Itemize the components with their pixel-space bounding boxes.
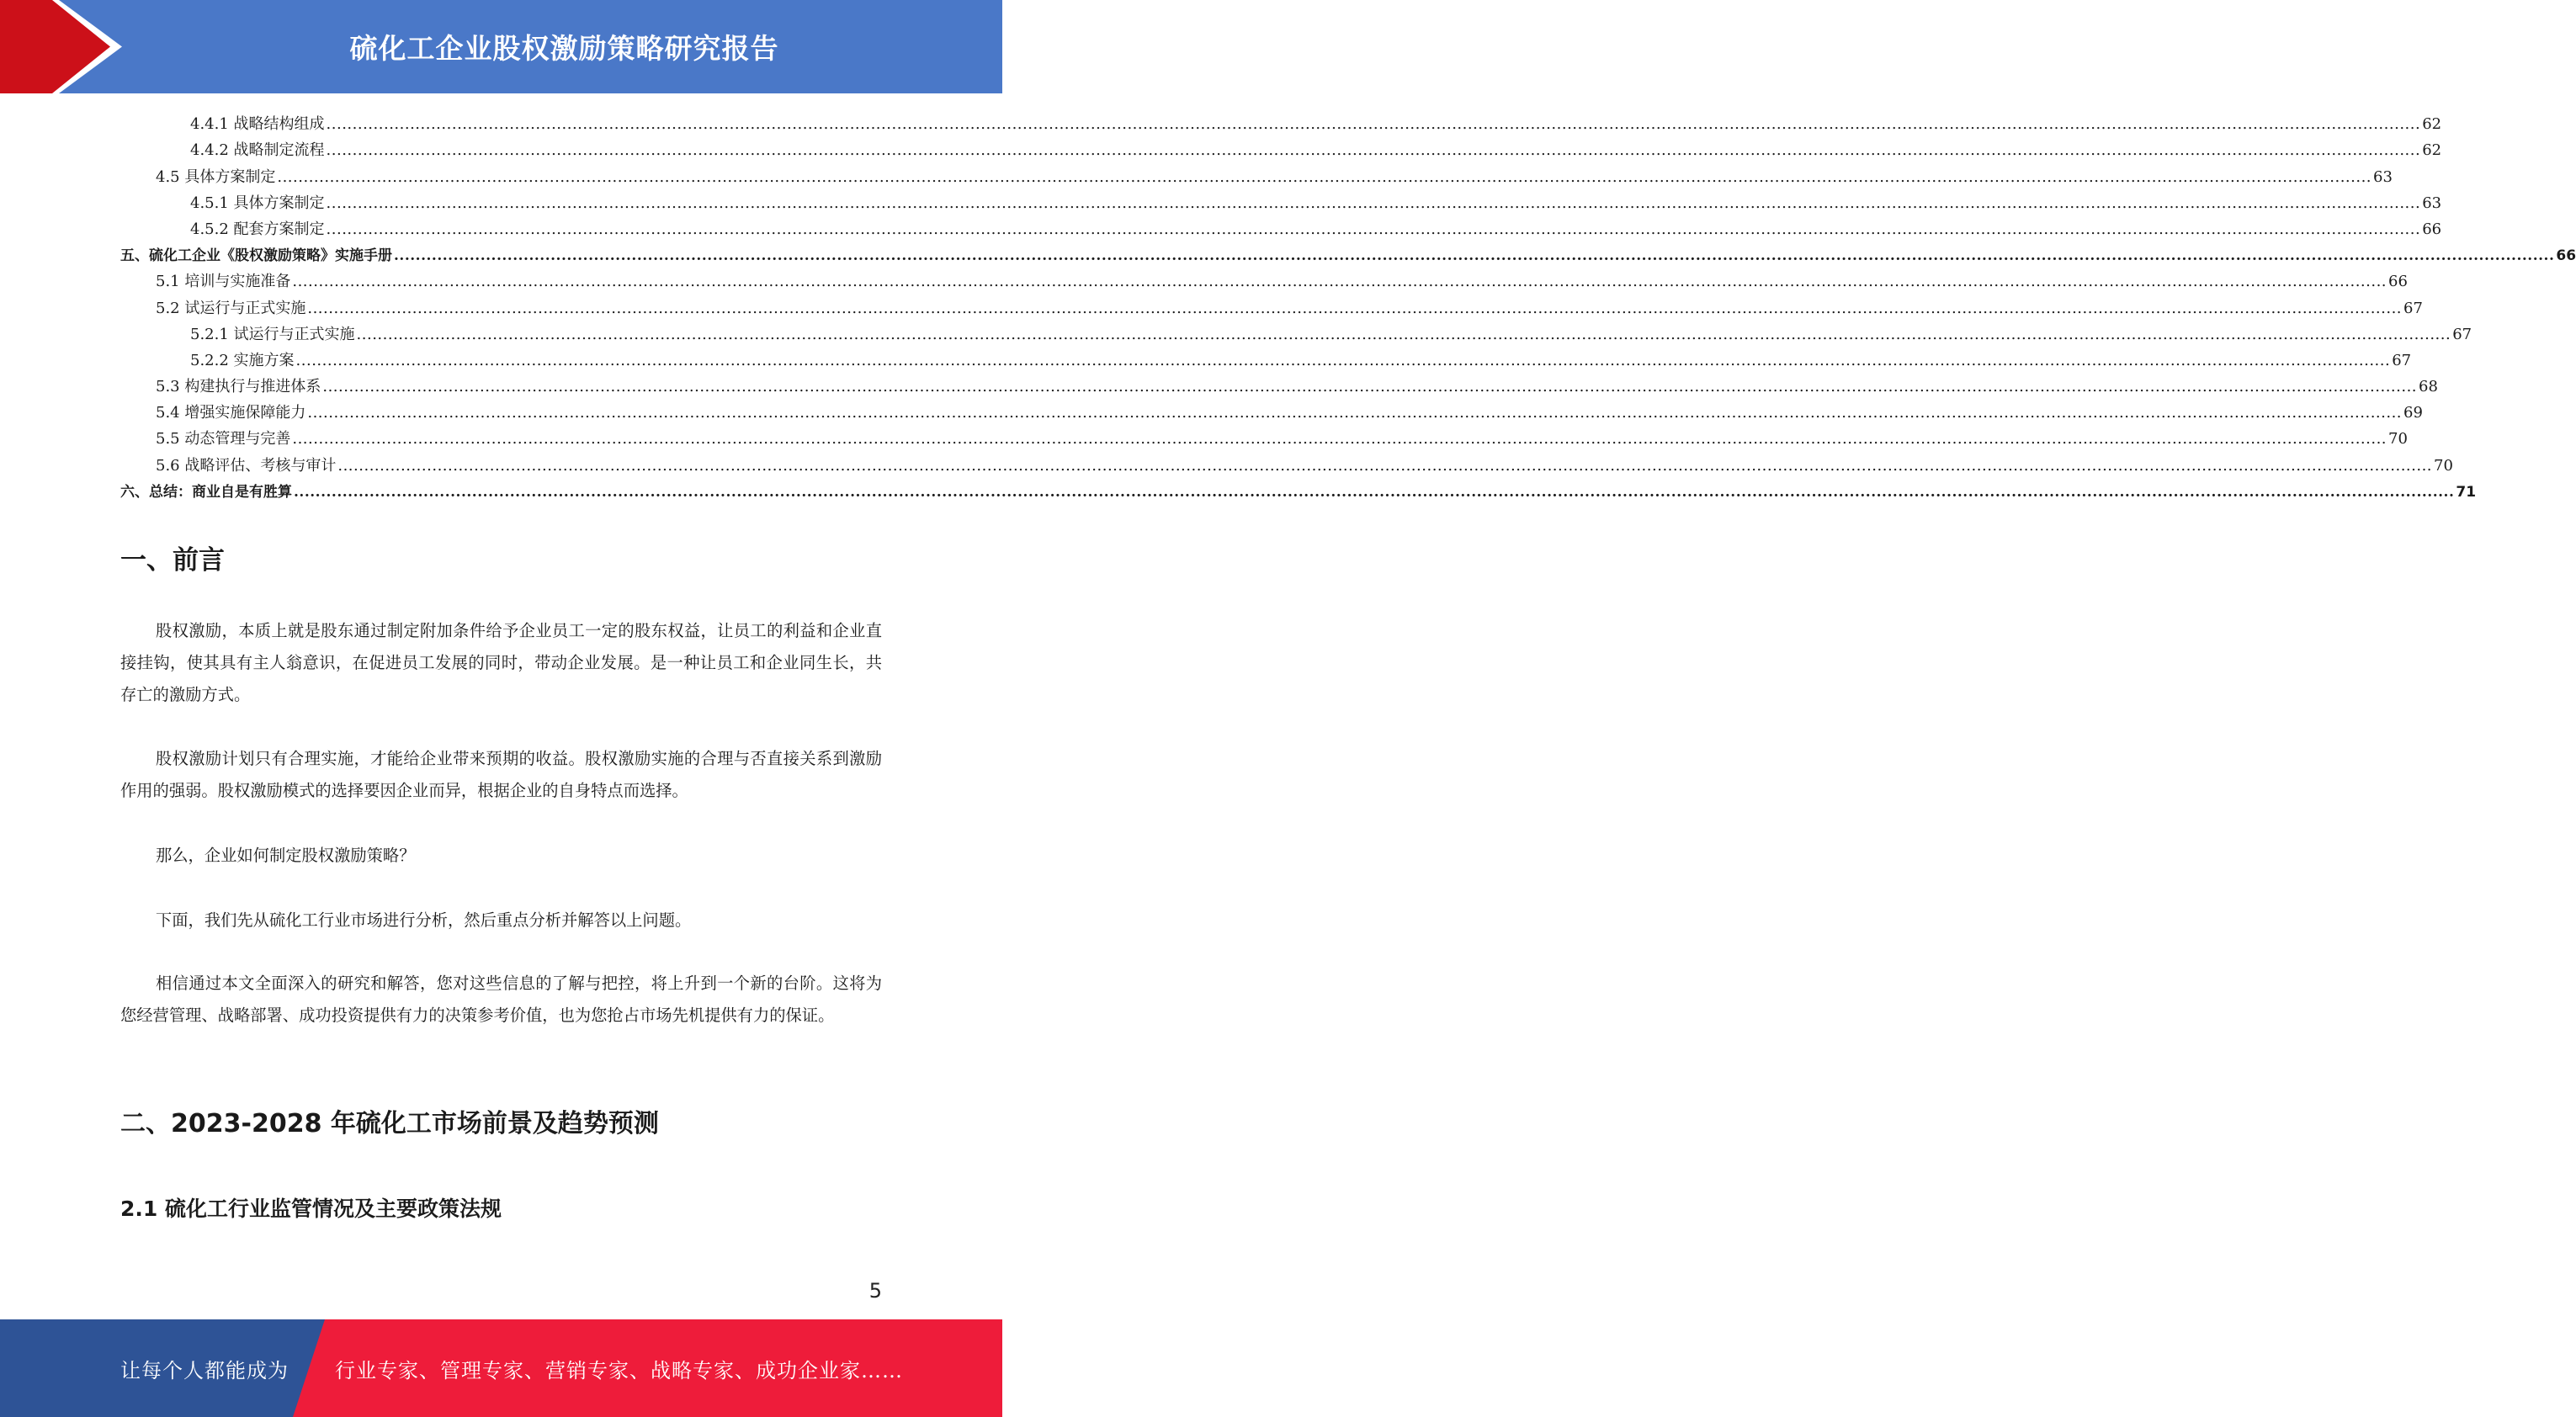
toc-entry-title: 4.4.2 战略制定流程 bbox=[190, 141, 325, 160]
toc-entry-page: 66 bbox=[2556, 247, 2576, 265]
toc-entry-page: 63 bbox=[2422, 194, 2442, 212]
toc-entry[interactable] bbox=[120, 160, 2393, 186]
toc-leader-dots: ................................................................................................................................................................................................................................................................................................................................................................................................................ bbox=[337, 456, 2433, 475]
table-of-contents bbox=[120, 108, 2576, 502]
toc-entry-title: 5.2.2 实施方案 bbox=[190, 351, 295, 369]
toc-leader-dots: ................................................................................................................................................................................................................................................................................................................................................................................................................ bbox=[294, 483, 2455, 501]
page-header bbox=[0, 0, 1002, 93]
toc-entry-page: 66 bbox=[2422, 220, 2442, 238]
toc-leader-dots: ................................................................................................................................................................................................................................................................................................................................................................................................................ bbox=[326, 115, 2421, 134]
toc-entry[interactable] bbox=[120, 265, 2408, 291]
toc-entry[interactable] bbox=[120, 108, 2442, 134]
toc-entry-page: 66 bbox=[2388, 273, 2408, 291]
toc-entry[interactable] bbox=[120, 396, 2423, 422]
section-2-1-heading: 2.1 硫化工行业监管情况及主要政策法规 bbox=[120, 1197, 502, 1221]
toc-entry-page: 69 bbox=[2403, 404, 2423, 422]
toc-entry-title: 5.2.1 试运行与正式实施 bbox=[190, 325, 355, 343]
toc-entry-page: 62 bbox=[2422, 115, 2442, 134]
toc-leader-dots: ................................................................................................................................................................................................................................................................................................................................................................................................................ bbox=[394, 247, 2555, 265]
toc-leader-dots: ................................................................................................................................................................................................................................................................................................................................................................................................................ bbox=[292, 430, 2387, 448]
toc-entry-title: 5.6 战略评估、考核与审计 bbox=[156, 456, 337, 475]
preface-paragraph-2: 股权激励计划只有合理实施，才能给企业带来预期的收益。股权激励实施的合理与否直接关系到激励作用的强弱。股权激励模式的选择要因企业而异，根据企业的自身特点而选择。 bbox=[120, 749, 882, 800]
toc-leader-dots: ................................................................................................................................................................................................................................................................................................................................................................................................................ bbox=[295, 351, 2391, 369]
footer-slogan-left: 让每个人都能成为 bbox=[120, 1358, 289, 1383]
page-number: 5 bbox=[868, 1279, 882, 1303]
toc-entry[interactable] bbox=[120, 475, 2477, 502]
toc-leader-dots: ................................................................................................................................................................................................................................................................................................................................................................................................................ bbox=[356, 325, 2451, 343]
toc-entry-title: 4.5.1 具体方案制定 bbox=[190, 194, 325, 212]
toc-entry[interactable] bbox=[120, 422, 2408, 448]
toc-entry-page: 70 bbox=[2434, 456, 2453, 475]
toc-leader-dots: ................................................................................................................................................................................................................................................................................................................................................................................................................ bbox=[326, 141, 2421, 160]
preface-heading: 一、前言 bbox=[120, 545, 225, 576]
toc-leader-dots: ................................................................................................................................................................................................................................................................................................................................................................................................................ bbox=[277, 167, 2372, 186]
toc-entry[interactable] bbox=[120, 213, 2442, 239]
toc-leader-dots: ................................................................................................................................................................................................................................................................................................................................................................................................................ bbox=[292, 273, 2387, 291]
header-arrow-decoration bbox=[0, 0, 135, 93]
toc-entry[interactable] bbox=[120, 134, 2442, 160]
toc-entry-title: 5.1 培训与实施准备 bbox=[156, 273, 291, 291]
toc-entry-title: 六、总结：商业自是有胜算 bbox=[120, 483, 292, 501]
toc-entry[interactable] bbox=[120, 187, 2442, 213]
toc-entry[interactable] bbox=[120, 344, 2412, 370]
toc-entry-title: 4.4.1 战略结构组成 bbox=[190, 115, 325, 134]
preface-paragraph-4: 下面，我们先从硫化工行业市场进行分析，然后重点分析并解答以上问题。 bbox=[156, 910, 692, 930]
toc-entry-page: 71 bbox=[2456, 483, 2477, 501]
toc-entry-page: 67 bbox=[2392, 351, 2412, 369]
toc-entry-title: 4.5 具体方案制定 bbox=[156, 167, 276, 186]
toc-entry-title: 五、硫化工企业《股权激励策略》实施手册 bbox=[120, 247, 392, 265]
preface-paragraph-5: 相信通过本文全面深入的研究和解答，您对这些信息的了解与把控，将上升到一个新的台阶。这将为您经营管理、战略部署、成功投资提供有力的决策参考价值，也为您抢占市场先机提供有力的保证。 bbox=[120, 974, 882, 1025]
toc-entry[interactable] bbox=[120, 370, 2438, 396]
preface-paragraph-1: 股权激励，本质上就是股东通过制定附加条件给予企业员工一定的股东权益，让员工的利益和企业直接挂钩，使其具有主人翁意识，在促进员工发展的同时，带动企业发展。是一种让员工和企业同生长，共存亡的激励方式。 bbox=[120, 621, 882, 704]
toc-entry-title: 5.4 增强实施保障能力 bbox=[156, 404, 306, 422]
toc-leader-dots: ................................................................................................................................................................................................................................................................................................................................................................................................................ bbox=[307, 299, 2403, 317]
footer-slogan-right: 行业专家、管理专家、营销专家、战略专家、成功企业家…… bbox=[335, 1358, 903, 1383]
toc-entry-page: 63 bbox=[2373, 167, 2393, 186]
toc-entry[interactable] bbox=[120, 448, 2453, 475]
toc-entry-title: 5.2 试运行与正式实施 bbox=[156, 299, 306, 317]
toc-entry-page: 67 bbox=[2452, 325, 2472, 343]
toc-entry[interactable] bbox=[120, 239, 2576, 265]
toc-entry-page: 70 bbox=[2388, 430, 2408, 448]
toc-entry-title: 4.5.2 配套方案制定 bbox=[190, 220, 325, 238]
toc-entry-title: 5.3 构建执行与推进体系 bbox=[156, 378, 321, 396]
toc-entry[interactable] bbox=[120, 318, 2472, 344]
toc-leader-dots: ................................................................................................................................................................................................................................................................................................................................................................................................................ bbox=[326, 194, 2421, 212]
report-title: 硫化工企业股权激励策略研究报告 bbox=[349, 32, 779, 65]
toc-leader-dots: ................................................................................................................................................................................................................................................................................................................................................................................................................ bbox=[322, 378, 2418, 396]
toc-entry-title: 5.5 动态管理与完善 bbox=[156, 430, 291, 448]
toc-entry[interactable] bbox=[120, 291, 2423, 317]
toc-entry-page: 62 bbox=[2422, 141, 2442, 160]
chapter-2-heading: 二、2023-2028 年硫化工市场前景及趋势预测 bbox=[120, 1109, 659, 1138]
page-footer bbox=[0, 1319, 1002, 1417]
toc-leader-dots: ................................................................................................................................................................................................................................................................................................................................................................................................................ bbox=[326, 220, 2421, 238]
preface-paragraph-3: 那么，企业如何制定股权激励策略？ bbox=[156, 846, 416, 865]
toc-entry-page: 67 bbox=[2403, 299, 2423, 317]
toc-entry-page: 68 bbox=[2419, 378, 2438, 396]
toc-leader-dots: ................................................................................................................................................................................................................................................................................................................................................................................................................ bbox=[307, 404, 2403, 422]
